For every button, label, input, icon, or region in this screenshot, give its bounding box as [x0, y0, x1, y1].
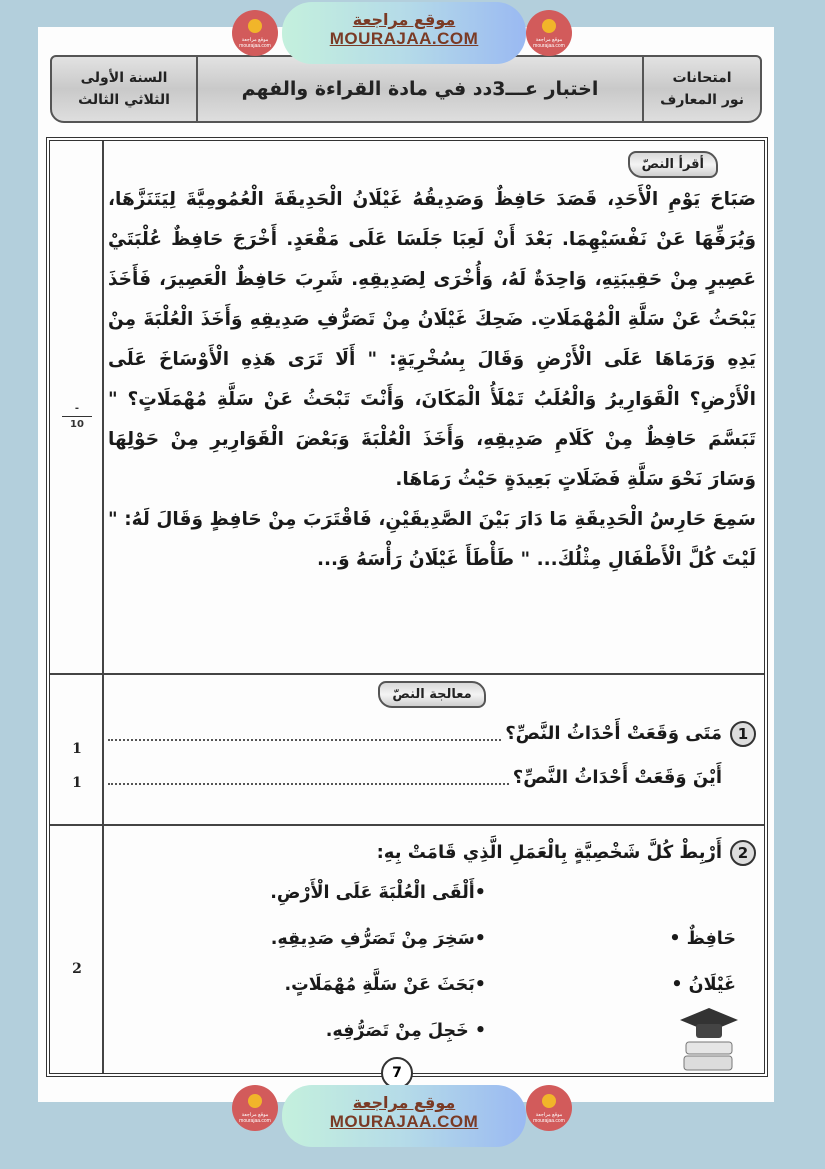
exam-title: اختبار عـــ3دد في مادة القراءة والفهم: [241, 78, 599, 100]
watermark-link[interactable]: [282, 2, 526, 64]
score-column: [50, 141, 104, 1073]
logo-icon: [542, 19, 556, 33]
watermark-badge-left: موقع مراجعة mourajaa.com: [232, 1085, 278, 1131]
q1-score-2: 1: [72, 775, 82, 791]
reading-tag: أقرأ النصّ: [628, 151, 718, 178]
action-option[interactable]: •بَحَثَ عَنْ سَلَّةِ مُهْمَلَاتٍ.: [284, 975, 486, 995]
processing-section: [108, 681, 756, 800]
question-number-icon: 2: [730, 840, 756, 866]
header-level: السنة الأولى الثلاثي الثالث: [52, 57, 198, 121]
page-number: 7: [381, 1057, 413, 1089]
watermark-link[interactable]: [282, 1085, 526, 1147]
reading-section: [108, 151, 756, 580]
question-number-icon: 1: [730, 721, 756, 747]
header-publisher: امتحانات نور المعارف: [642, 57, 760, 121]
character-option[interactable]: غَيْلَانُ •: [671, 975, 736, 995]
question-2: 2 أَرْبِطْ كُلَّ شَخْصِيَّةٍ بِالْعَمَلِ الَّذِي قَامَتْ بِهِ: حَافِظٌ • غَيْلَانُ • •أَلْقَى الْعُلْبَةَ عَلَى الْأَرْضِ. •سَخِرَ مِنْ تَصَرُّفِ صَدِيقِهِ. •بَحَثَ عَنْ سَلَّةِ مُهْمَلَاتٍ. • خَجِلَ مِنْ تَصَرُّفِهِ.: [108, 831, 756, 1065]
reading-score: - 10: [62, 403, 92, 430]
answer-line[interactable]: [108, 727, 501, 741]
q1-score-1: 1: [72, 741, 82, 757]
q2-score: 2: [72, 961, 82, 977]
watermark-latin: MOURAJAA.COM: [329, 29, 479, 48]
logo-icon: [542, 1094, 556, 1108]
watermark-arabic: موقع مراجعة: [352, 10, 456, 29]
watermark-badge-right: موقع مراجعة mourajaa.com: [526, 1085, 572, 1131]
watermark-latin: MOURAJAA.COM: [329, 1112, 479, 1131]
passage-paragraph: سَمِعَ حَارِسُ الْحَدِيقَةِ مَا دَارَ بَيْنَ الصَّدِيقَيْنِ، فَاقْتَرَبَ مِنْ حَافِظٍ وَقَالَ لَهُ: " لَيْتَ كُلَّ الْأَطْفَالِ مِثْلُكَ... " طَأْطَأَ غَيْلَانُ رَأْسَهُ وَ...: [108, 509, 756, 570]
processing-tag: معالجة النصّ: [378, 681, 485, 708]
watermark-arabic: موقع مراجعة: [352, 1093, 456, 1112]
exam-page: [38, 27, 774, 1102]
action-option[interactable]: •أَلْقَى الْعُلْبَةَ عَلَى الْأَرْضِ.: [270, 883, 486, 903]
exam-table: [46, 137, 768, 1077]
watermark-badge-right: موقع مراجعة mourajaa.com: [526, 10, 572, 56]
divider: [50, 824, 764, 826]
logo-icon: [248, 19, 262, 33]
action-option[interactable]: • خَجِلَ مِنْ تَصَرُّفِهِ.: [325, 1021, 486, 1041]
divider: [50, 673, 764, 675]
answer-line[interactable]: [108, 771, 509, 785]
passage-paragraph: صَبَاحَ يَوْمِ الْأَحَدِ، قَصَدَ حَافِظٌ وَصَدِيقُهُ غَيْلَانُ الْحَدِيقَةَ الْعُمُومِيَّةَ لِيَتَنَزَّهَا، وَيُرَفِّهَا عَنْ نَفْسَيْهِمَا. بَعْدَ أَنْ لَعِبَا جَلَسَا عَلَى مَقْعَدٍ. أَخْرَجَ حَافِظٌ عُلْبَتَيْ عَصِيرٍ مِنْ حَقِيبَتِهِ، وَاحِدَةٌ لَهُ، وَأُخْرَى لِصَدِيقِهِ. شَرِبَ حَافِظٌ الْعَصِيرَ، فَأَخَذَ يَبْحَثُ عَنْ سَلَّةِ الْمُهْمَلَاتِ. ضَحِكَ غَيْلَانُ مِنْ تَصَرُّفِ صَدِيقِهِ وَأَخَذَ الْعُلْبَةَ مِنْ يَدِهِ وَرَمَاهَا عَلَى الْأَرْضِ وَقَالَ بِسُخْرِيَةٍ: " أَلَا تَرَى هَذِهِ الْأَوْسَاخَ عَلَى الْأَرْضِ؟ الْقَوَارِيرُ وَالْعُلَبُ تَمْلَأُ الْمَكَانَ، وَأَنْتَ تَبْحَثُ عَنْ سَلَّةِ مُهْمَلَاتٍ؟ " تَبَسَّمَ حَافِظٌ مِنْ كَلَامِ صَدِيقِهِ، وَأَخَذَ الْعُلْبَةَ وَبَعْضَ الْقَوَارِيرِ مِنْ حَوْلِهَا وَسَارَ نَحْوَ سَلَّةِ فَضَلَاتٍ بَعِيدَةٍ حَيْثُ رَمَاهَا.: [108, 189, 756, 490]
logo-icon: [248, 1094, 262, 1108]
watermark-badge-left: موقع مراجعة mourajaa.com: [232, 10, 278, 56]
question-1b: أَيْنَ وَقَعَتْ أَحْدَاثُ النَّصِّ؟: [108, 756, 756, 800]
exam-header: [50, 55, 762, 123]
matching-exercise: [108, 875, 756, 1065]
graduation-cap-books-icon: [678, 1002, 740, 1077]
character-option[interactable]: حَافِظٌ •: [669, 929, 736, 949]
action-option[interactable]: •سَخِرَ مِنْ تَصَرُّفِ صَدِيقِهِ.: [270, 929, 486, 949]
question-1: 1 مَتَى وَقَعَتْ أَحْدَاثُ النَّصِّ؟: [108, 712, 756, 756]
